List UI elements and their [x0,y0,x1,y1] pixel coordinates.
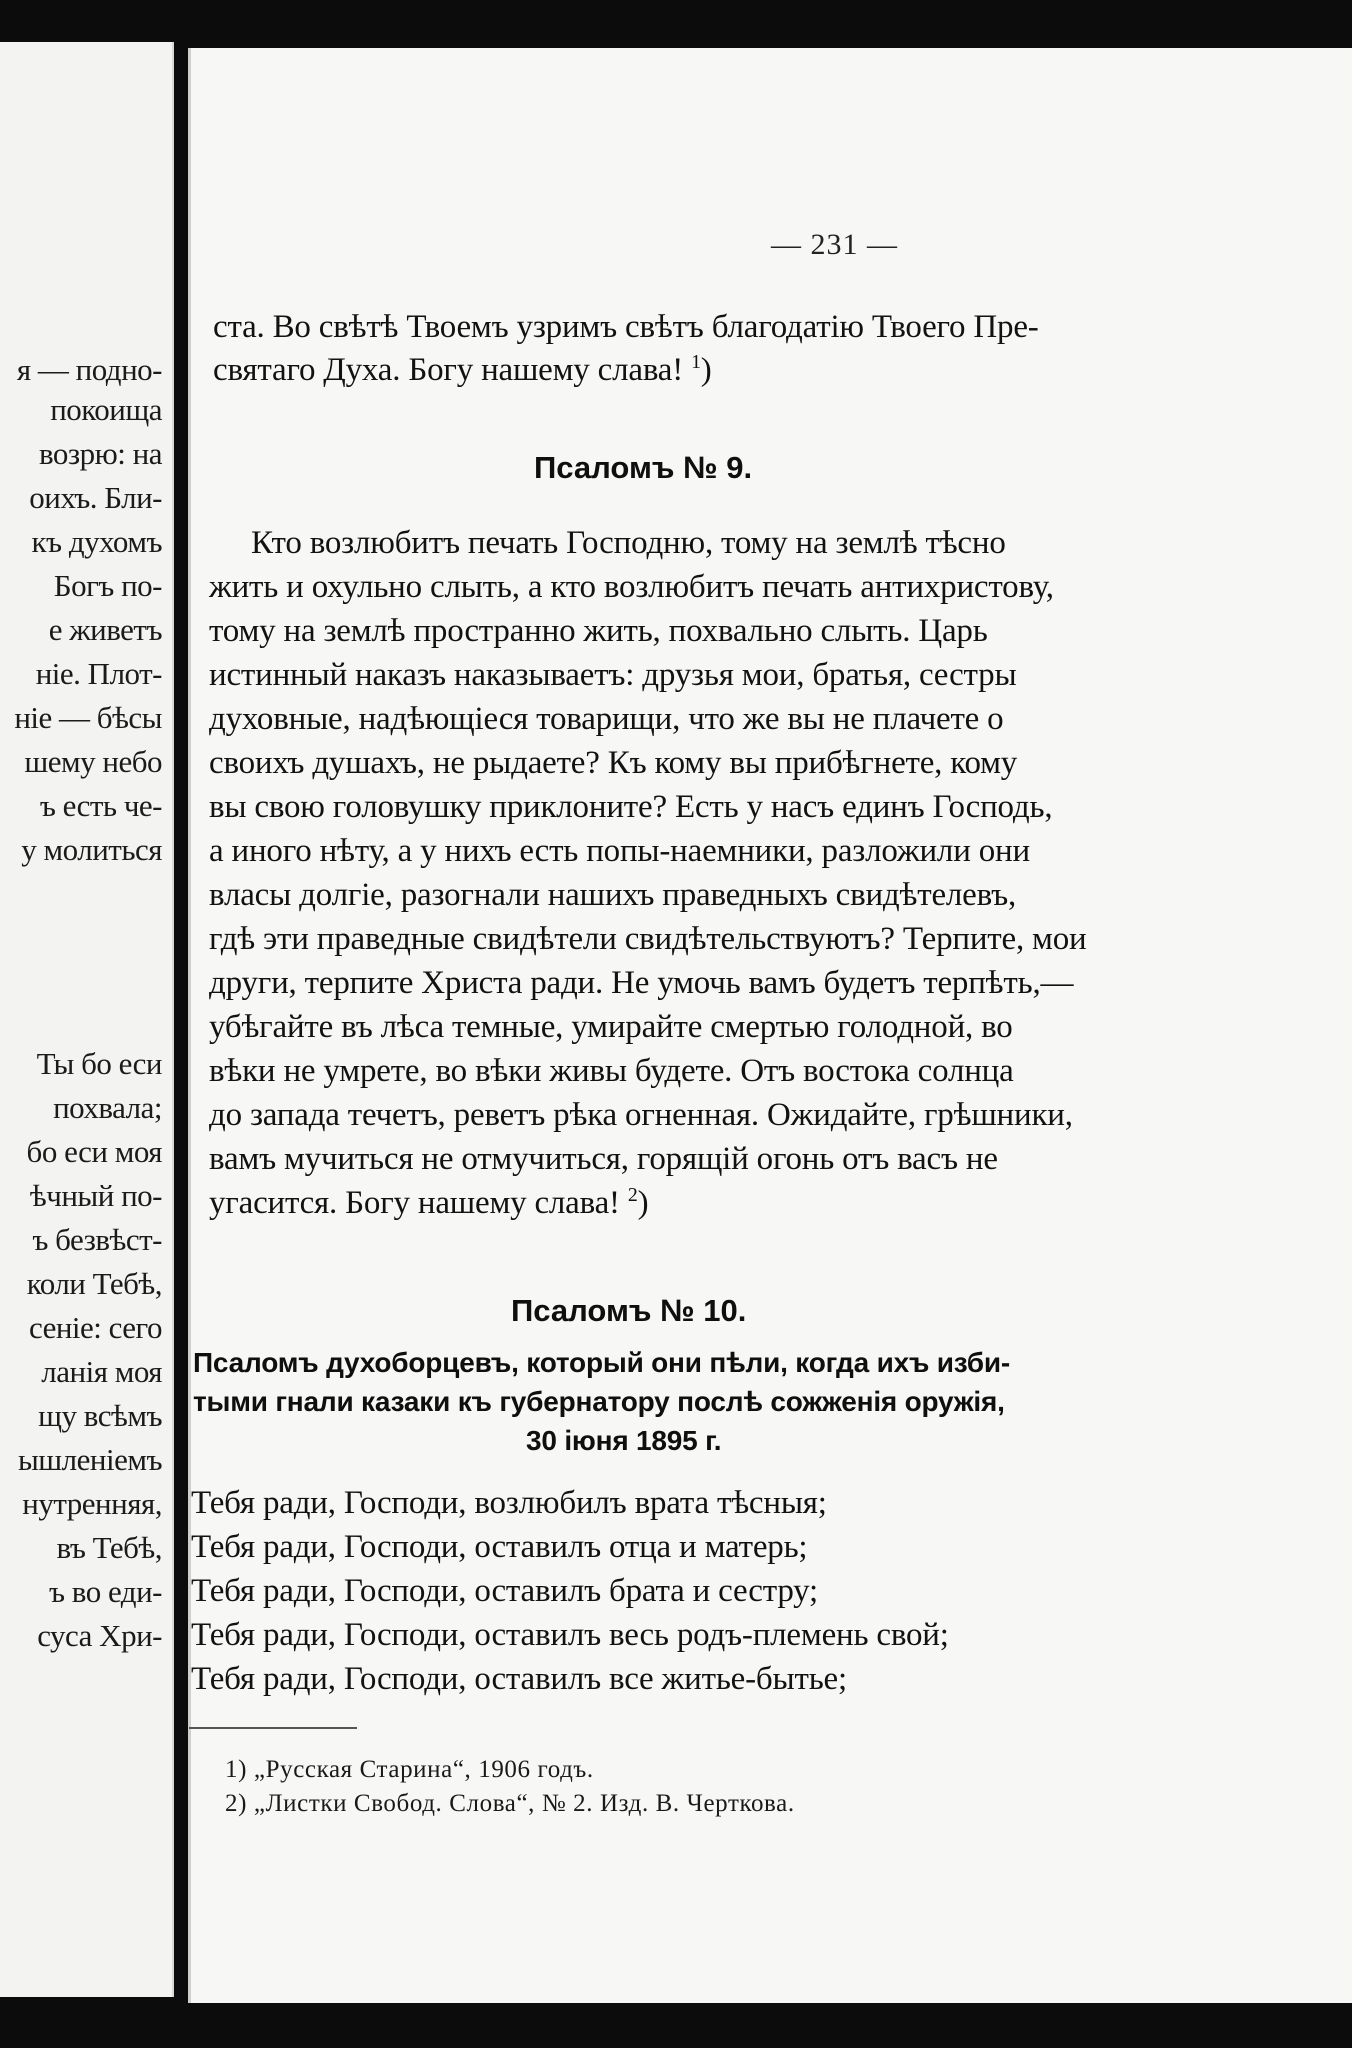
psalm-10-verse: Тебя ради, Господи, оставилъ все житье-бытье; [191,1661,847,1697]
psalm-9-line: власы долгіе, разогнали нашихъ праведныхъ свидѣтелевъ, [209,877,1017,913]
left-page-line: коли Тебѣ, [26,1266,162,1301]
left-page-line: оихъ. Бли- [29,480,162,515]
psalm-10-subtitle-line: Псаломъ духоборцевъ, который они пѣли, когда ихъ изби- [193,1347,1011,1378]
psalm-9-line: своихъ душахъ, не рыдаете? Къ кому вы прибѣгнете, кому [209,745,1018,781]
psalm-9-line: други, терпите Христа ради. Не умочь вамъ будетъ терпѣть,— [209,965,1074,1001]
footnote-mark: 2) [225,1790,248,1817]
psalm-9-line: Кто возлюбитъ печать Господню, тому на землѣ тѣсно [251,525,1006,561]
footnote-ref: 1 [691,351,701,374]
psalm-10-verse: Тебя ради, Господи, оставилъ весь родъ-племень свой; [191,1617,949,1653]
psalm-9-line: убѣгайте въ лѣса темные, умирайте смертью голодной, во [209,1009,1013,1045]
psalm-10-verse: Тебя ради, Господи, оставилъ отца и матерь; [191,1529,808,1565]
left-page-line: возрю: на [38,436,162,471]
psalm-9-heading: Псаломъ № 9. [534,450,753,485]
psalm-9-line: жить и охульно слыть, а кто возлюбитъ печать антихристову, [209,569,1054,605]
left-page-line: е живетъ [48,612,162,647]
psalm-10-subtitle-line: тыми гнали казаки къ губернатору послѣ сожженія оружія, [193,1386,1005,1417]
left-page-line: къ духомъ [31,524,162,559]
left-page-line: ѣчный по- [29,1178,162,1213]
psalm-9-line: гдѣ эти праведные свидѣтели свидѣтельствуютъ? Терпите, мои [209,921,1087,957]
left-page-line: ланія моя [41,1354,162,1389]
left-page-line: суса Хри- [37,1618,162,1653]
left-page-line: ніе — бѣсы [14,700,162,735]
continuation-line: святаго Духа. Богу нашему слава! $^1$) [213,351,712,388]
psalm-9-line: а иного нѣту, а у нихъ есть попы-наемники, разложили они [209,833,1030,869]
psalm-9-line: до запада течетъ, реветъ рѣка огненная. Ожидайте, грѣшники, [209,1097,1073,1133]
previous-page-fragment [0,42,174,1997]
footnote [225,1790,795,1818]
left-page-line: щу всѣмъ [38,1398,162,1433]
left-page-line: ышленіемъ [17,1442,162,1477]
psalm-9-line: вамъ мучиться не отмучиться, горящій огонь отъ васъ не [209,1141,998,1177]
psalm-9-line: тому на землѣ пространно жить, похвально слыть. Царь [209,613,988,649]
left-page-line: покоища [50,392,162,427]
left-page-line: ъ безвѣст- [32,1222,162,1257]
left-page-line: Ты бо еси [36,1046,162,1081]
footnote-text: „Листки Свобод. Слова“, № 2. Изд. В. Черткова. [253,1790,795,1817]
left-page-line: я — подно- [16,352,162,387]
left-page-line: шему небо [24,744,162,779]
psalm-9-line: вѣки не умрете, во вѣки живы будете. Отъ востока солнца [209,1053,1014,1089]
left-page-line: сеніе: сего [28,1310,162,1345]
left-page-line: нутренняя, [22,1486,162,1521]
footnote [225,1756,594,1784]
footnote-text: „Русская Старина“, 1906 годъ. [253,1756,594,1783]
footnote-divider [189,1727,357,1729]
left-page-line: въ Тебѣ, [56,1530,162,1565]
continuation-line: ста. Во свѣтѣ Твоемъ узримъ свѣтъ благодатію Твоего Пре- [213,309,1039,345]
psalm-9-line: вы свою головушку приклоните? Есть у насъ единъ Господь, [209,789,1053,825]
psalm-10-verse: Тебя ради, Господи, возлюбилъ врата тѣсныя; [191,1485,827,1521]
left-page-line: ъ во еди- [49,1574,162,1609]
psalm-10-heading: Псаломъ № 10. [511,1293,747,1328]
left-page-line: похвала; [53,1090,162,1125]
psalm-9-line: угасится. Богу нашему слава! $^2$) [209,1184,649,1221]
left-page-line: Богъ по- [53,568,162,603]
psalm-9-line: истинный наказъ наказываетъ: друзья мои, братья, сестры [209,657,1017,693]
footnote-ref: 2 [627,1184,638,1207]
book-page [188,48,1352,2003]
left-page-line: ъ есть че- [39,788,162,823]
footnote-mark: 1) [225,1756,248,1783]
page-number: — 231 — [771,228,898,261]
psalm-10-verse: Тебя ради, Господи, оставилъ брата и сестру; [191,1573,819,1609]
psalm-9-line: духовные, надѣющіеся товарищи, что же вы не плачете о [209,701,1004,737]
left-page-line: ніе. Плот- [35,656,162,691]
left-page-line: бо еси моя [26,1134,162,1169]
psalm-10-subtitle-line: 30 іюня 1895 г. [526,1425,722,1456]
left-page-line: у молиться [21,832,162,867]
